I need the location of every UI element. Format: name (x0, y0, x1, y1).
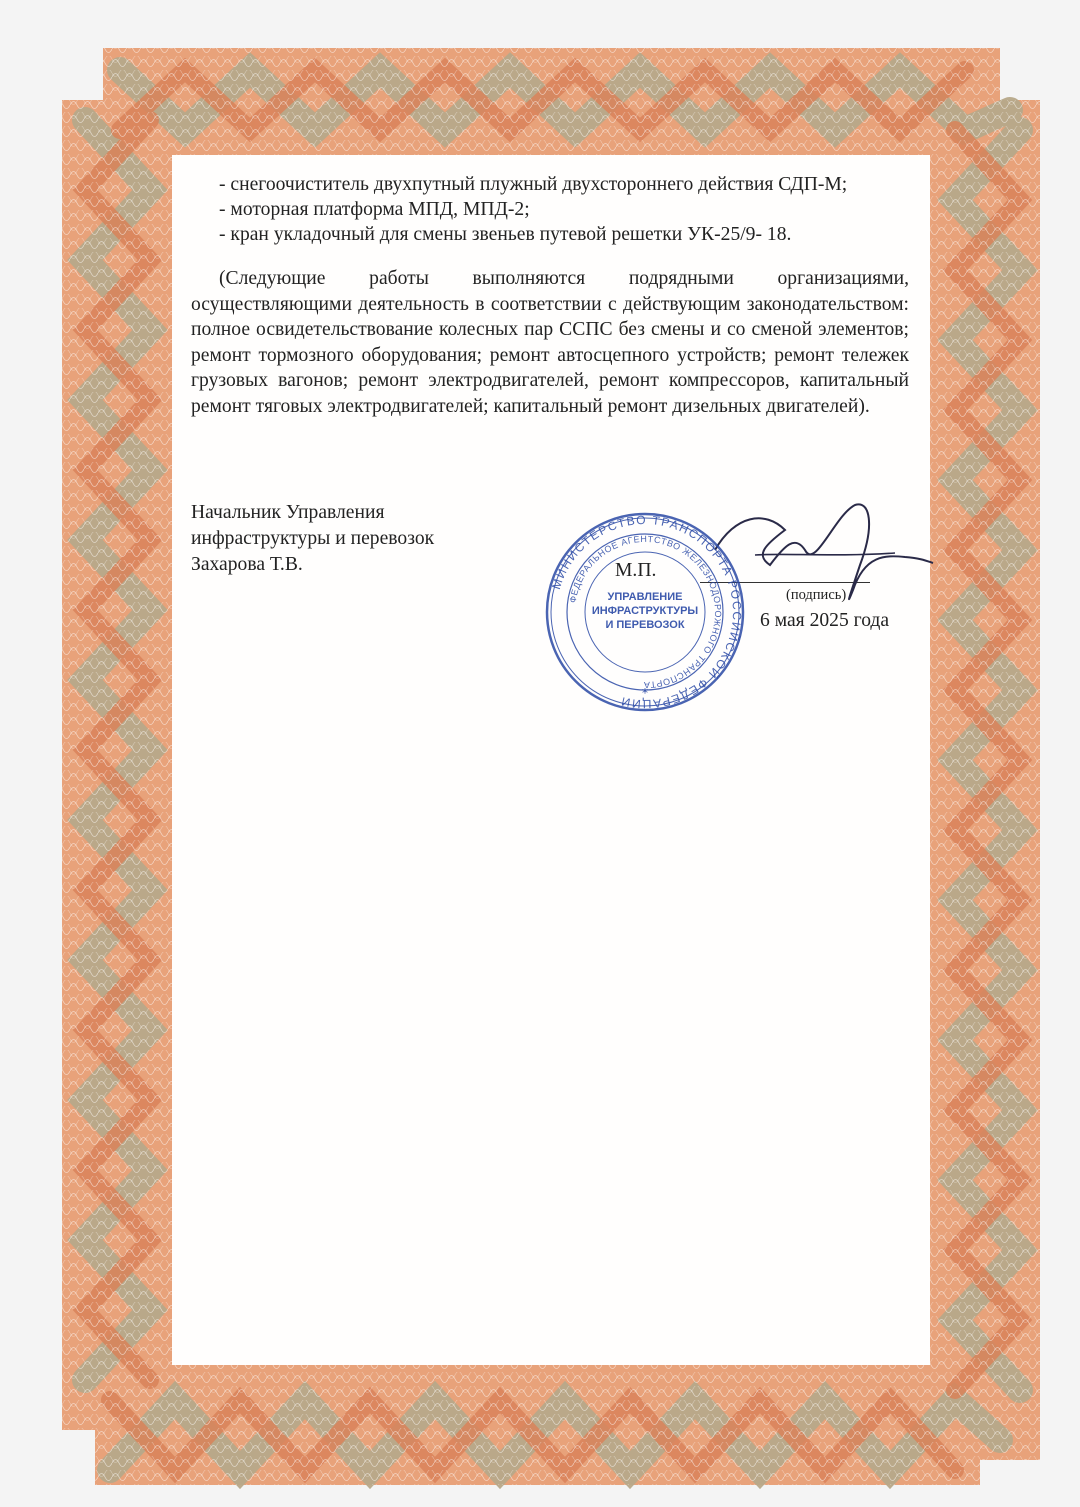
stamp-inner-ring-text: ФЕДЕРАЛЬНОЕ АГЕНТСТВО ЖЕЛЕЗНОДОРОЖНОГО ТРАНСПОРТА (567, 533, 724, 691)
stamp-center-line: ИНФРАСТРУКТУРЫ (591, 605, 699, 617)
document-text (191, 172, 909, 419)
signatory-block (191, 500, 434, 578)
signatory-title: Начальник Управления (191, 502, 385, 523)
signatory-name: Захарова Т.В. (191, 554, 303, 575)
list-item: - моторная платформа МПД, МПД-2; (219, 199, 530, 220)
stamp-center-line: И ПЕРЕВОЗОК (605, 619, 685, 631)
signatory-department: инфраструктуры и перевозок (191, 528, 435, 549)
stamp-star-icon: * (642, 686, 648, 700)
stamp-center-line: УПРАВЛЕНИЕ (607, 591, 683, 603)
subcontract-paragraph: (Следующие работы выполняются подрядными организациями, осуществляющими деятельность в соответствии с действующим законодательством: полное освидетельствование колесных пар ССПС без смены и со сменой элементов; ремонт тормозного оборудования; ремонт автосцепного устройств; ремонт тележек грузовых вагонов; ремонт электродвигателей, ремонт компрессоров, капитальный ремонт тяговых электродвигателей; капитальный ремонт дизельных двигателей). (191, 268, 909, 417)
list-item: - кран укладочный для смены звеньев путевой решетки УК-25/9- 18. (219, 224, 792, 245)
signature-caption: (подпись) (786, 587, 847, 603)
stamp-ring-text: МИНИСТЕРСТВО ТРАНСПОРТА РОССИЙСКОЙ ФЕДЕРАЦИИ (549, 512, 745, 712)
list-item: - снегоочиститель двухпутный плужный двухстороннего действия СДП-М; (219, 174, 848, 195)
official-stamp (540, 512, 750, 712)
mp-label: М.П. (615, 560, 657, 581)
document-date: 6 мая 2025 года (760, 610, 890, 631)
